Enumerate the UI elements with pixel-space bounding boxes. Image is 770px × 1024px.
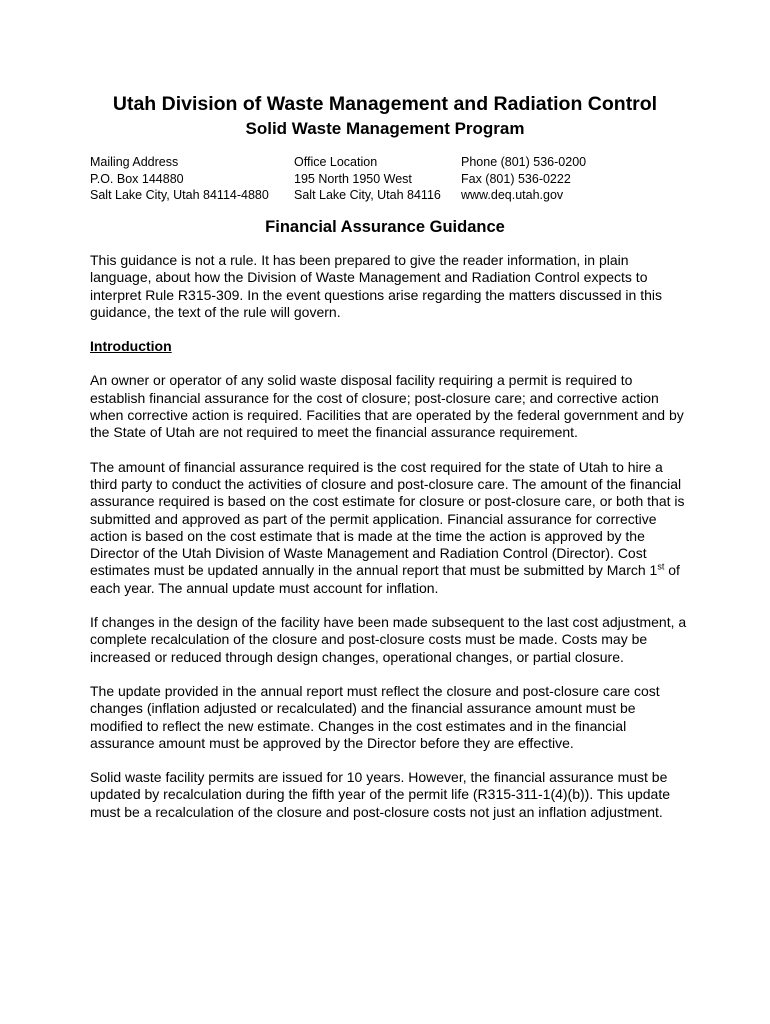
introduction-heading: Introduction [90,338,172,355]
paragraph-2-text-end: of each year. The annual update must account for inflation. [90,562,680,596]
agency-title: Utah Division of Waste Management and Radiation Control [112,93,658,115]
ordinal-superscript: st [657,561,665,572]
paragraph-2 [90,459,690,597]
mailing-address-city: Salt Lake City, Utah 84114-4880 [90,188,269,202]
phone-number: Phone (801) 536-0200 [461,155,587,169]
office-location-block [294,154,441,204]
paragraph-3: If changes in the design of the facility have been made subsequent to the last cost adjustment, a complete recalculation of the closure and post-closure costs must be made. Costs may be increased or reduced through design changes, operational changes, or partial closure. [90,614,687,665]
fax-number: Fax (801) 536-0222 [461,171,571,186]
website-link[interactable]: www.deq.utah.gov [461,188,564,202]
paragraph-2-text: The amount of financial assurance required is the cost required for the state of Utah to hire a third party to conduct the activities of closure and post-closure care. The amount of the financial assurance required is based on the cost estimate for closure or post-closure care, or both that is submitted and approved as part of the permit application. Financial assurance for corrective action is based on the cost estimate that is made at the time the action is approved by the Director of the Utah Division of Waste Management and Radiation Control (Director). Cost estimates must be updated annually in the annual report that must be submitted by March 1 [90,458,685,579]
document-heading: Financial Assurance Guidance [265,218,505,236]
office-location-label: Office Location [294,155,378,169]
mailing-address-block [90,154,269,204]
office-location-street: 195 North 1950 West [294,171,412,186]
program-subtitle: Solid Waste Management Program [245,119,525,138]
paragraph-5: Solid waste facility permits are issued for 10 years. However, the financial assurance must be updated by recalculation during the fifth year of the permit life (R315-311-1(4)(b)). This update must be a recalculation of the closure and post-closure costs not just an inflation adjustment. [90,769,671,820]
disclaimer-paragraph: This guidance is not a rule. It has been prepared to give the reader information, in plain language, about how the Division of Waste Management and Radiation Control expects to interpret Rule R315-309. In the event questions arise regarding the matters discussed in this guidance, the text of the rule will govern. [90,252,662,320]
paragraph-4: The update provided in the annual report must reflect the closure and post-closure care cost changes (inflation adjusted or recalculated) and the financial assurance amount must be modified to reflect the new estimate. Changes in the cost estimates and in the financial assurance amount must be approved by the Director before they are effective. [90,682,660,751]
mailing-address-po-box: P.O. Box 144880 [90,171,184,186]
document-body [90,252,690,838]
office-location-city: Salt Lake City, Utah 84116 [294,188,441,202]
phone-block [461,154,586,204]
paragraph-1: An owner or operator of any solid waste disposal facility requiring a permit is required to establish financial assurance for the cost of closure; post-closure care; and corrective action when corrective action is required. Facilities that are operated by the federal government and by the State of Utah are not required to meet the financial assurance requirement. [90,372,684,441]
mailing-address-label: Mailing Address [90,155,179,169]
